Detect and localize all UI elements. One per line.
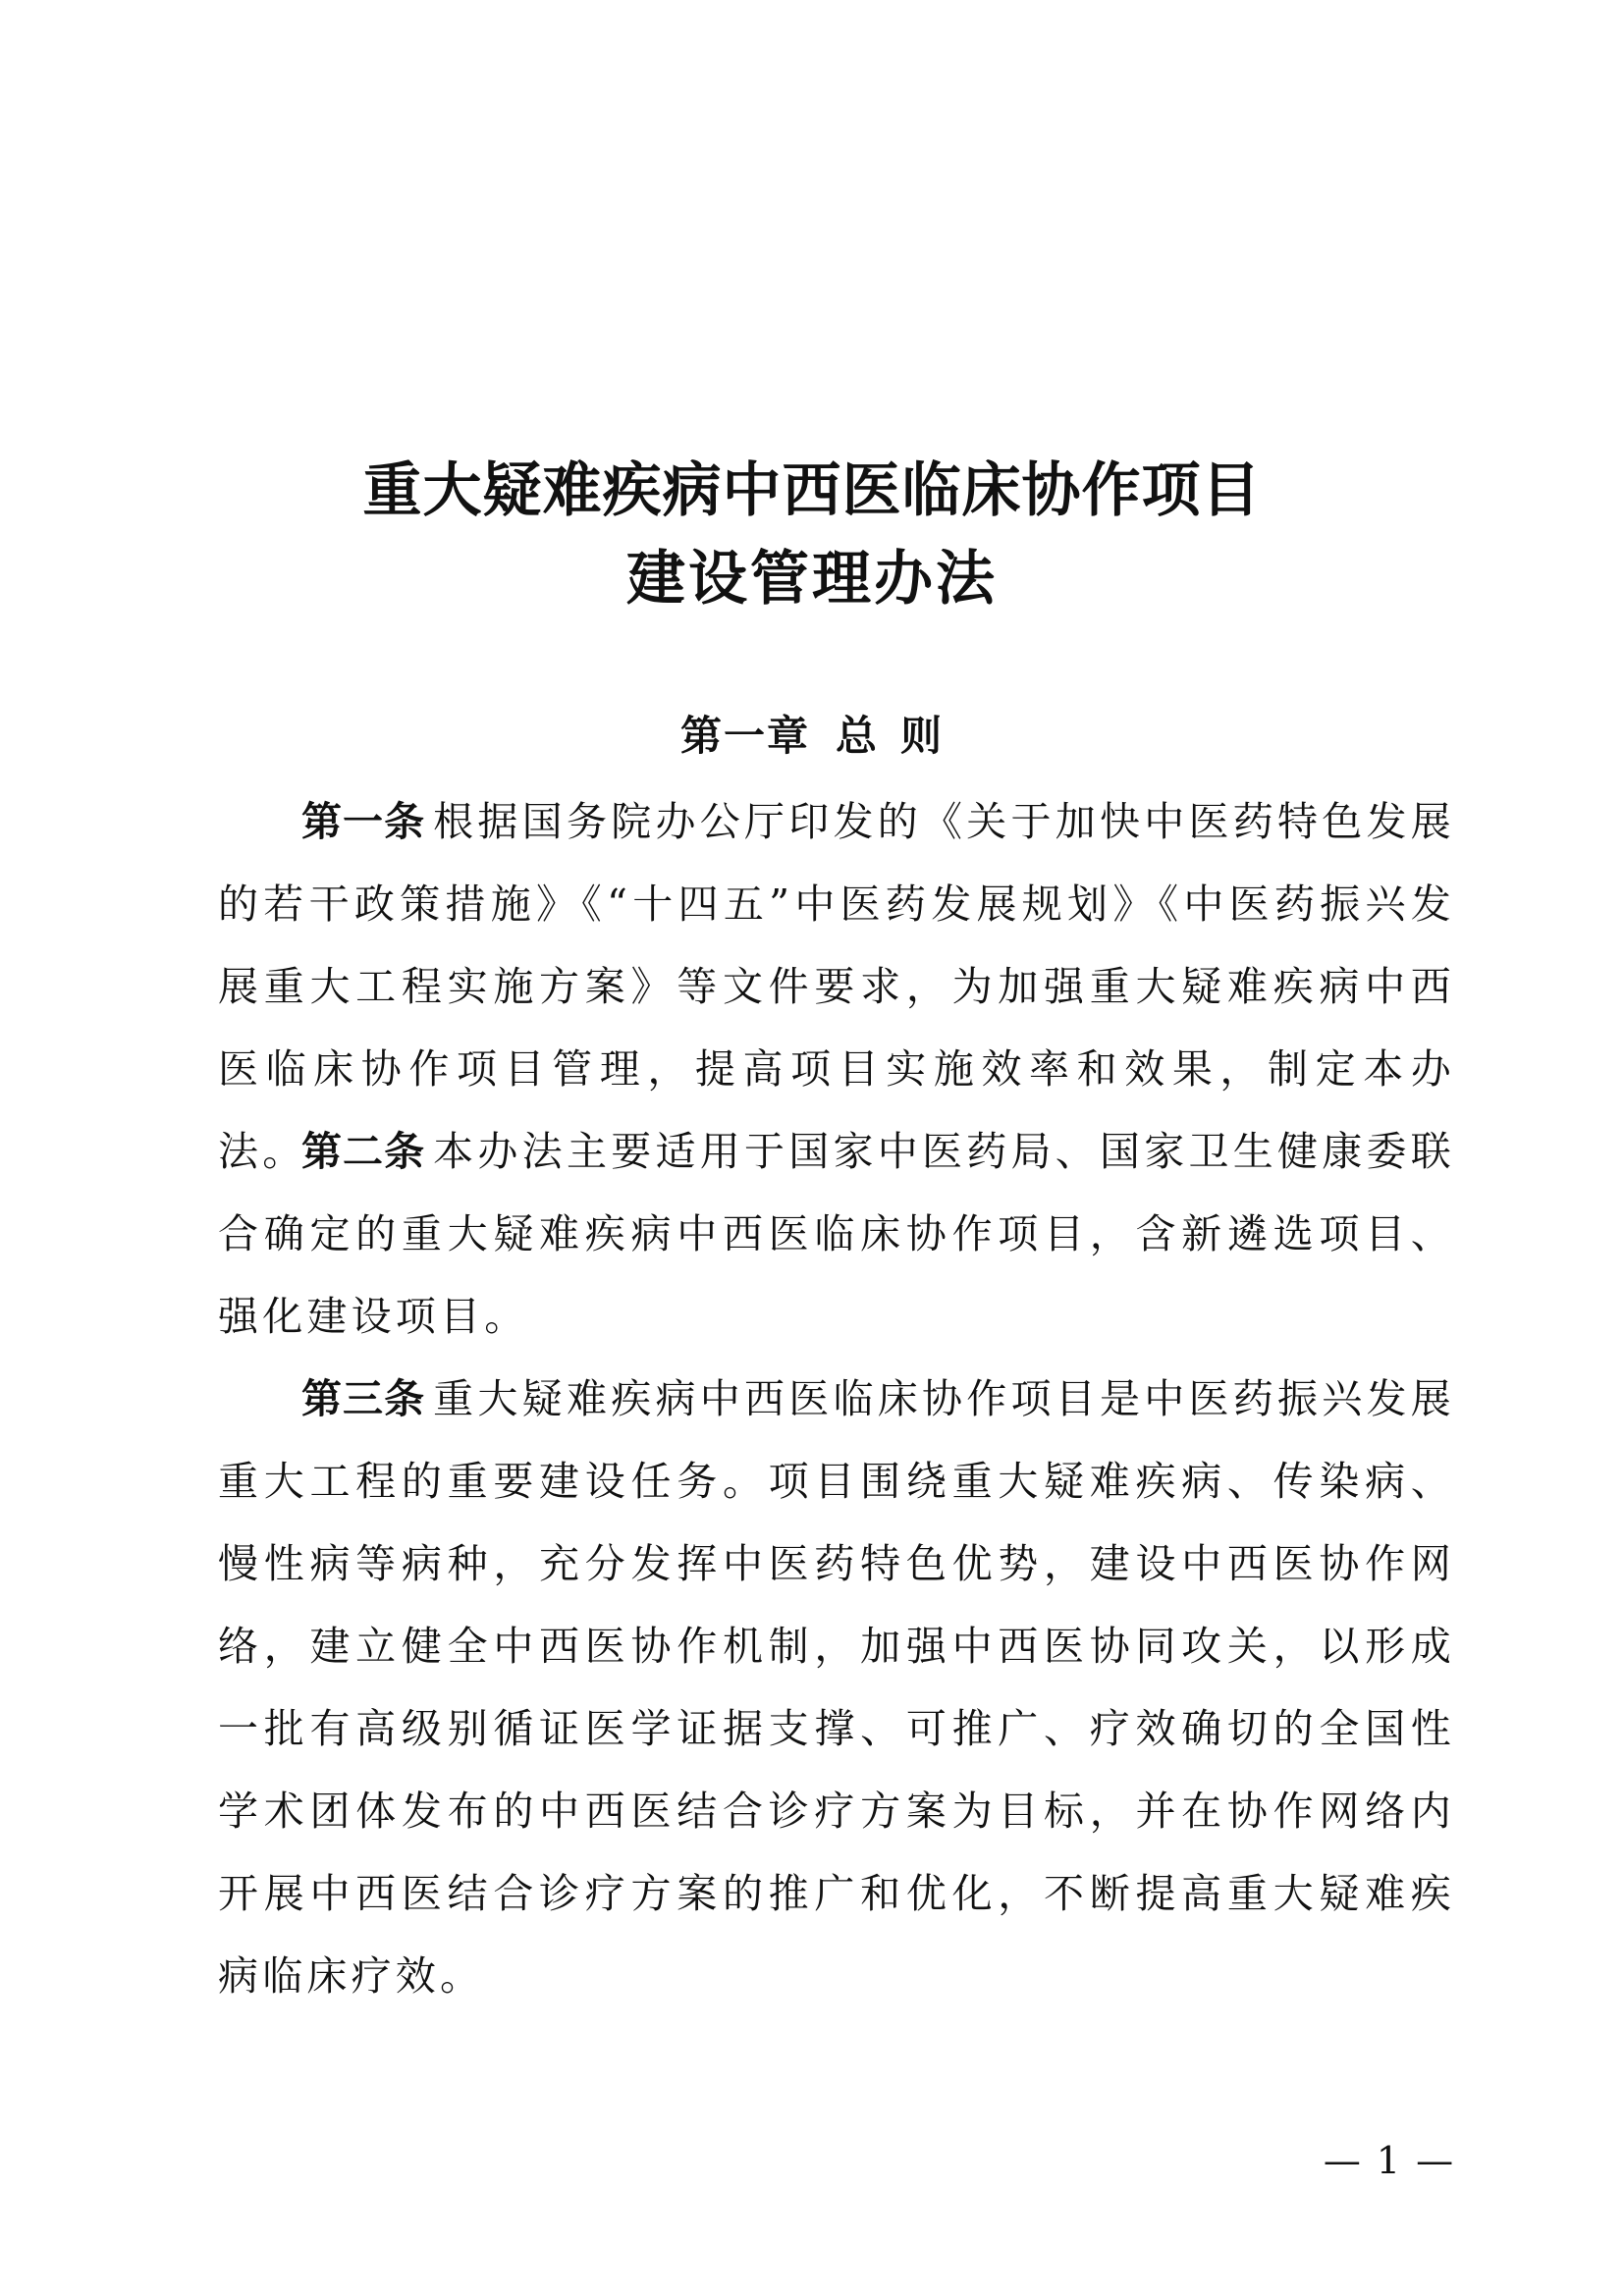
document-title-line-1: 重大疑难疾病中西医临床协作项目 [362, 456, 1262, 525]
article-3-label: 第三条 [301, 1375, 426, 1422]
document-title-line-2: 建设管理办法 [626, 545, 998, 614]
article-3-text: 重大疑难疾病中西医临床协作项目是中医药振兴发展重大工程的重要建设任务。项目围绕重大疑难疾病、传染病、慢性病等病种，充分发挥中医药特色优势，建设中西医协作网络，建立健全中西医协作机制，加强中西医协同攻关，以形成一批有高级别循证医学证据支撑、可推广、疗效确切的全国性学术团体发布的中西医结合诊疗方案为目标，并在协作网络内开展中西医结合诊疗方案的推广和优化，不断提高重大疑难疾病临床疗效。 [218, 1375, 1455, 2000]
chapter-title-part-2: 则 [900, 712, 945, 760]
article-3 [218, 1358, 1455, 2017]
article-1-label: 第一条 [301, 798, 426, 845]
page-number: — 1 — [1323, 2139, 1456, 2182]
article-2-text: 本办法主要适用于国家中医药局、国家卫生健康委联合确定的重大疑难疾病中西医临床协作项目，含新遴选项目、强化建设项目。 [218, 1128, 1455, 1340]
article-2-label: 第二条 [301, 1128, 426, 1175]
article-2 [218, 1110, 1455, 1358]
chapter-heading [0, 707, 1624, 766]
chapter-title-part-1: 总 [835, 712, 879, 760]
article-1-text: 根据国务院办公厅印发的《关于加快中医药特色发展的若干政策措施》《“十四五”中医药发展规划》《中医药振兴发展重大工程实施方案》等文件要求，为加强重大疑难疾病中西医临床协作项目管理，提高项目实施效率和效果，制定本办法。 [218, 798, 1455, 1175]
chapter-number: 第一章 [679, 712, 810, 760]
